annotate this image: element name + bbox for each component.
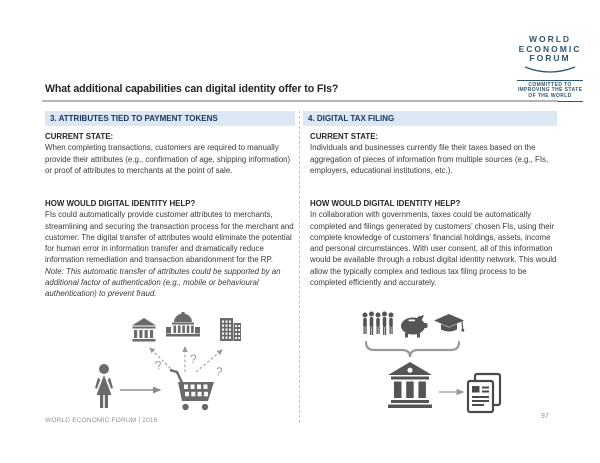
digital-identity-help-right [310,198,560,288]
person-icon [95,364,113,408]
page-number: 97 [541,413,549,420]
current-state-label: CURRENT STATE: [45,132,114,141]
government-building-icon [166,312,200,337]
help-text: In collaboration with governments, taxes could be automatically completed and filings generated by customers’ chosen FIs, using their complete knowledge of customers’ financial holdings, assets, income and personal circumstances. With user consent, all of this information would be available through a robust digital identity network. This would allow the typically complex and tedious tax filing process to be completed efficiently and accurately. [310,210,557,288]
page-title: What additional capabilities can digital identity offer to FIs? [45,83,339,95]
logo-wordmark [506,35,594,64]
current-state-text: When completing transactions, customers are required to manually provide their attributes (e.g., confirmation of age, shipping information) or proof of attributes to merchants at the point of sale. [45,143,291,175]
current-state-text: Individuals and businesses currently file their taxes based on the aggregation of pieces of information from multiple sources (e.g., FIs, employers, educational institutions, etc.). [310,143,549,175]
logo-word-1: WORLD [528,34,572,44]
logo-arc-icon [520,65,580,76]
tax-filing-illustration [352,306,520,420]
graduation-cap-icon [434,314,464,332]
question-mark: ? [190,352,197,366]
title-divider [42,100,558,102]
brace-icon [366,342,459,357]
help-label: HOW WOULD DIGITAL IDENTITY HELP? [310,199,461,208]
shopping-cart-icon [170,370,214,410]
bank-icon [388,362,432,408]
footer-source: WORLD ECONOMIC FORUM | 2016 [45,417,158,424]
section-header-payment-tokens: 3. ATTRIBUTES TIED TO PAYMENT TOKENS [45,111,295,126]
digital-identity-help-left [45,198,297,300]
logo-word-3: FORUM [529,53,571,63]
help-label: HOW WOULD DIGITAL IDENTITY HELP? [45,199,196,208]
people-group-icon [363,312,394,336]
logo-tagline: COMMITTED TO IMPROVING THE STATE OF THE WORLD [517,80,583,103]
payment-tokens-illustration [72,310,296,420]
section-header-tax-filing: 4. DIGITAL TAX FILING [303,111,557,126]
current-state-right [310,131,560,176]
documents-icon [468,374,500,412]
logo-word-2: ECONOMIC [518,43,582,54]
wef-logo [506,35,594,102]
question-mark: ? [153,357,164,373]
current-state-label: CURRENT STATE: [310,132,379,141]
column-divider [299,111,300,423]
current-state-left [45,131,295,176]
question-mark: ? [214,364,224,380]
bank-icon [132,318,156,342]
piggy-bank-icon [401,315,428,338]
help-note: Note: This automatic transfer of attributes could be supported by an additional factor of authentication (e.g., mobile or behavioural authentication) to prevent fraud. [45,266,281,299]
office-building-icon [220,318,241,341]
help-text: FIs could automatically provide customer attributes to merchants, streamlining and securing the transaction process for the merchant and customer. The digital transfer of attributes would eliminate the potential for human error in information transfer and dramatically reduce information remediation and transaction abandonment for the RP. [45,210,294,265]
